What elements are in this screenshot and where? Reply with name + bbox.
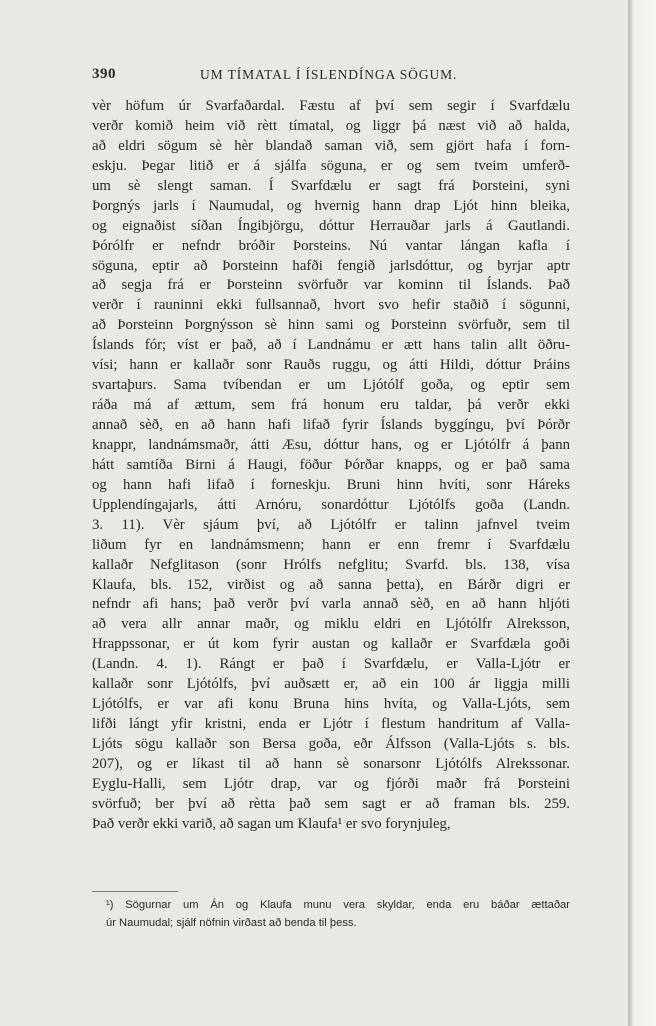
text-line: ráða má af ættum, sem frá honum eru taldar, þá verðr ekki (92, 397, 570, 414)
text-line: verðr komið heim við rètt tímatal, og liggr þá næst við að halda, (92, 117, 570, 134)
page-number: 390 (92, 66, 116, 82)
text-line: eskju. Þegar litið er á sjálfa söguna, er og sem tveim umferð- (92, 157, 570, 174)
text-line: Eyglu-Halli, sem Ljótr drap, var og fjórði maðr frá Þorsteini (92, 775, 570, 792)
text-line: um sè slengt saman. Í Svarfdælu er sagt frá Þorsteini, syni (92, 177, 570, 194)
text-line: vísi; hann er kallaðr sonr Rauðs ruggu, og átti Hildi, dóttur Þráins (92, 357, 570, 374)
page-header (92, 66, 570, 86)
text-line: Ljóts sögu kallaðr son Bersa goða, eðr Álfsson (Valla-Ljóts s. bls. (92, 736, 570, 752)
text-line: Þorgnýs jarls í Naumudal, og hvernig hann drap Ljót hinn bleika, (92, 197, 570, 214)
body-text (92, 97, 570, 835)
text-line: og hann hafi lifað í forneskju. Bruni hinn hvíti, sonr Háreks (92, 476, 570, 493)
text-line: að vera allr annar maðr, og miklu eldri en Ljótólfr Alreksson, (92, 616, 570, 633)
text-line: vèr höfum úr Svarfaðardal. Fæstu af því sem segir í Svarfdælu (92, 98, 570, 114)
text-line: Ljótólfs, er var afi konu Bruna hins hvíta, og Valla-Ljóts, sem (92, 696, 570, 713)
text-line: liðum fyr en landnámsmenn; hann er enn fremr í Svarfdælu (92, 536, 570, 553)
text-line: söguna, eptir að Þorsteinn hafði fengið jarlsdóttur, og byrjar aptr (92, 257, 570, 274)
text-line: hátt samtíða Birni á Haugi, föður Þórðar knapps, og er það sama (92, 456, 570, 473)
text-line: Hrappssonar, er út kom fyrir austan og kallaðr er Svarfdæla goði (92, 636, 570, 653)
text-line: annað sèð, en að hann hafi lifað fyrir Íslands byggíngu, því Þórðr (92, 417, 570, 433)
running-head: UM TÍMATAL Í ÍSLENDÍNGA SÖGUM. (200, 67, 458, 82)
text-line: 207), og er líkast til að hann sè sonarsonr Ljótólfs Alrekssonar. (92, 755, 570, 772)
text-line: (Landn. 4. 1). Rángt er það í Svarfdælu, er Valla-Ljótr er (92, 656, 570, 673)
book-edge (628, 0, 656, 1026)
text-line: Það verðr ekki varið, að sagan um Klaufa¹ er svo forynjuleg, (92, 815, 451, 832)
text-line: svörfuð; ber því að rètta það sem sagt er að framan bls. 259. (92, 795, 570, 812)
text-line: Þórólfr er nefndr bróðir Þorsteins. Nú vantar lángan kafla í (92, 237, 570, 254)
text-line: kallaðr Nefglitason (sonr Hrólfs nefglitu; Svarfd. bls. 138, vísa (92, 556, 570, 573)
text-line: að eldri sögum sè hèr blandað saman við, sem gjört hafa í forn- (92, 137, 570, 154)
text-line: að Þorsteinn Þorgnýsson sè hinn sami og Þorsteinn svörfuðr, sem til (92, 317, 570, 334)
text-line: og eignaðist síðan Íngibjörgu, dóttur Herrauðar jarls á Gautlandi. (92, 217, 570, 234)
text-line: 3. 11). Vèr sjáum því, að Ljótólfr er talinn jafnvel tveim (92, 516, 570, 533)
footnote-rule (92, 891, 178, 892)
text-line: Íslands fór; víst er það, að í Landnámu er ætt hans talin allt öðru- (92, 337, 570, 354)
text-line: að segja frá er Þorsteinn svörfuðr var kominn til Íslands. Það (92, 277, 570, 294)
footnotes (92, 891, 570, 932)
text-line: knappr, landnámsmaðr, átti Æsu, dóttur hans, og er Ljótólfr á þann (92, 436, 570, 453)
text-line: nefndr afi hans; það verðr því varla annað sèð, en að hann hljóti (92, 596, 570, 613)
footnote-line: ¹) Sögurnar um Án og Klaufa munu vera skyldar, enda eru báðar ættaðar (106, 899, 570, 911)
text-line: Upplendíngajarls, átti Arnóru, sonardóttur Ljótólfs goða (Landn. (92, 496, 570, 513)
text-line: verðr í rauninni ekki fullsannað, hvort svo hefir staðið í sögunni, (92, 297, 570, 314)
footnote-line: úr Naumudal; sjálf nöfnin virðast að benda til þess. (106, 917, 357, 929)
text-line: svartaþurs. Sama tvíbendan er um Ljótólf goða, og eptir sem (92, 377, 570, 394)
text-line: Klaufa, bls. 152, virðist og að sanna þetta), en Bárðr digri er (92, 576, 570, 593)
text-line: kallaðr sonr Ljótólfs, því auðsætt er, að ein 100 ár liggja milli (92, 676, 570, 693)
text-line: lifði lángt yfir kristni, enda er Ljótr í flestum handritum af Valla- (92, 716, 570, 733)
